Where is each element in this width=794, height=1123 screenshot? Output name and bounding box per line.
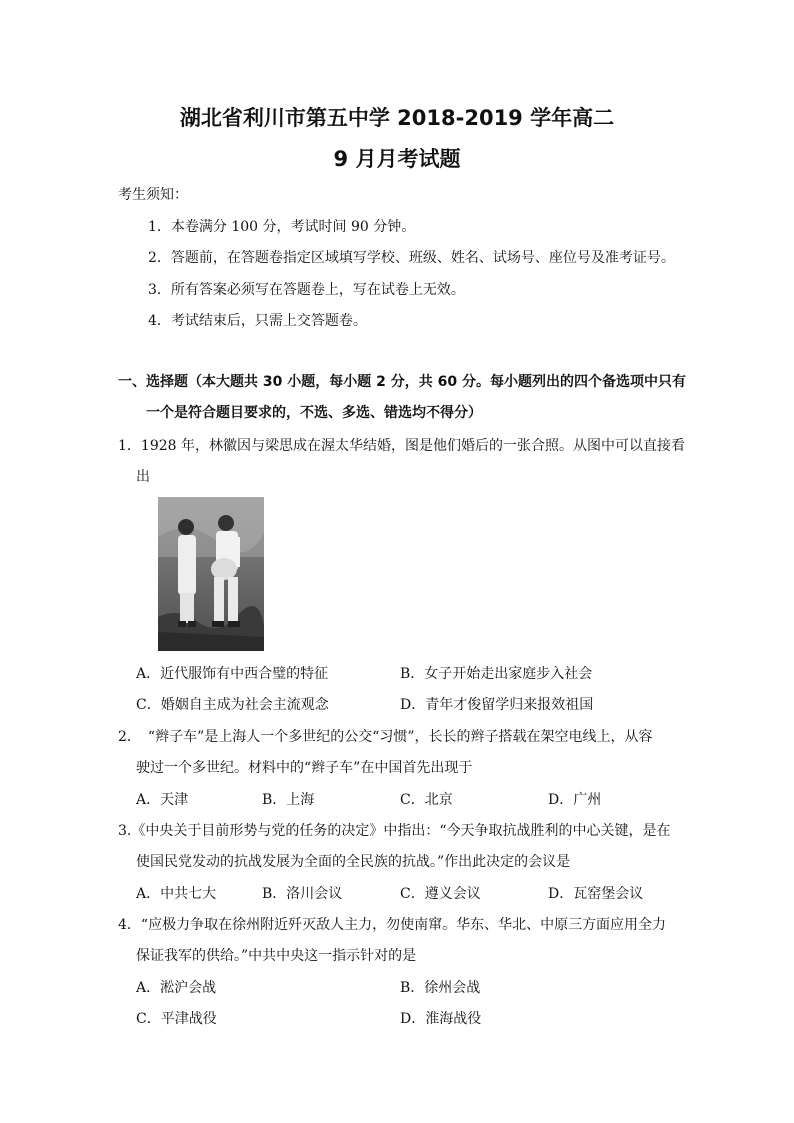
q2-option-b: B．上海: [262, 792, 315, 808]
q1-stem-line2: 出: [136, 469, 150, 485]
q4-option-a: A．淞沪会战: [136, 980, 217, 996]
q1-option-b: B．女子开始走出家庭步入社会: [400, 666, 593, 682]
q3-stem-line1: 3.《中央关于目前形势与党的任务的决定》中指出：“今天争取抗战胜利的中心关键，是在: [118, 823, 671, 839]
q4-option-b: B．徐州会战: [400, 980, 481, 996]
q3-option-c: C．遵义会议: [400, 886, 481, 902]
q1-option-c: C．婚姻自主成为社会主流观念: [136, 697, 329, 713]
wedding-photo: [158, 497, 264, 651]
q4-option-d: D．淮海战役: [400, 1011, 482, 1027]
notice-heading: 考生须知：: [118, 187, 188, 203]
q1-option-d: D．青年才俊留学归来报效祖国: [400, 697, 594, 713]
q2-option-d: D．广州: [548, 792, 602, 808]
q1-stem-line1: 1．1928 年，林徽因与梁思成在渥太华结婚，图是他们婚后的一张合照。从图中可以直接看: [118, 438, 685, 454]
notice-item-2: 2．答题前，在答题卷指定区域填写学校、班级、姓名、试场号、座位号及准考证号。: [148, 250, 675, 266]
q4-option-c: C．平津战役: [136, 1011, 217, 1027]
notice-item-3: 3．所有答案必须写在答题卷上，写在试卷上无效。: [148, 282, 465, 298]
exam-title-line2: 9 月月考试题: [333, 147, 461, 171]
q3-stem-line2: 使国民党发动的抗战发展为全面的全民族的抗战。”作出此决定的会议是: [136, 854, 571, 870]
q3-option-d: D．瓦窑堡会议: [548, 886, 644, 902]
q2-stem-line1: 2． “辫子车”是上海人一个多世纪的公交“习惯”，长长的辫子搭载在架空电线上，从容: [118, 729, 653, 745]
q3-option-a: A．中共七大: [136, 886, 217, 902]
exam-title-line1: 湖北省利川市第五中学 2018-2019 学年高二: [179, 106, 615, 130]
section1-heading-line1: 一、选择题（本大题共 30 小题，每小题 2 分，共 60 分。每小题列出的四个备选项中只有: [118, 374, 686, 390]
section1-heading-line2: 一个是符合题目要求的，不选、多选、错选均不得分）: [146, 405, 482, 421]
q1-option-a: A．近代服饰有中西合璧的特征: [136, 666, 329, 682]
q2-option-c: C．北京: [400, 792, 453, 808]
q2-option-a: A．天津: [136, 792, 189, 808]
notice-item-4: 4．考试结束后，只需上交答题卷。: [148, 313, 367, 329]
q4-stem-line1: 4．“应极力争取在徐州附近歼灭敌人主力，勿使南窜。华东、华北、中原三方面应用全力: [118, 917, 667, 933]
q3-option-b: B．洛川会议: [262, 886, 343, 902]
notice-item-1: 1．本卷满分 100 分，考试时间 90 分钟。: [148, 219, 416, 235]
q4-stem-line2: 保证我军的供给。”中共中央这一指示针对的是: [136, 948, 417, 964]
q2-stem-line2: 驶过一个多世纪。材料中的“辫子车”在中国首先出现于: [136, 760, 473, 776]
